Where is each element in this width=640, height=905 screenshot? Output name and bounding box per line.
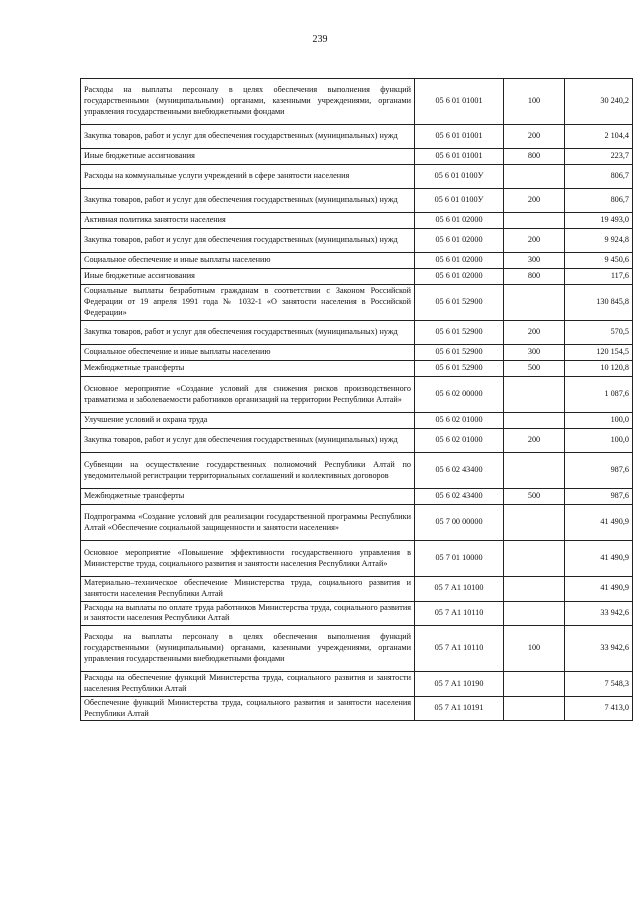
- row-description: Закупка товаров, работ и услуг для обеспечения государственных (муниципальных) нужд: [81, 125, 415, 149]
- table-row: [81, 189, 633, 213]
- row-amount: 7 413,0: [565, 696, 633, 721]
- row-description: Расходы на коммунальные услуги учреждений в сфере занятости населения: [81, 165, 415, 189]
- table-row: [81, 79, 633, 125]
- row-description: Закупка товаров, работ и услуг для обеспечения государственных (муниципальных) нужд: [81, 189, 415, 213]
- row-amount: 10 120,8: [565, 361, 633, 377]
- row-expense-type: 200: [504, 125, 565, 149]
- row-expense-type: [504, 453, 565, 489]
- row-target-code: 05 6 01 02000: [415, 253, 504, 269]
- row-target-code: 05 7 01 10000: [415, 541, 504, 577]
- row-amount: 987,6: [565, 453, 633, 489]
- budget-table: [80, 78, 633, 721]
- row-amount: 33 942,6: [565, 626, 633, 672]
- row-target-code: 05 7 А1 10191: [415, 696, 504, 721]
- row-amount: 130 845,8: [565, 285, 633, 321]
- table-row: [81, 696, 633, 721]
- row-expense-type: [504, 413, 565, 429]
- table-row: [81, 165, 633, 189]
- row-expense-type: 500: [504, 361, 565, 377]
- row-amount: 1 087,6: [565, 377, 633, 413]
- row-amount: 9 924,8: [565, 229, 633, 253]
- row-expense-type: [504, 285, 565, 321]
- row-target-code: 05 7 А1 10190: [415, 672, 504, 697]
- row-amount: 100,0: [565, 429, 633, 453]
- row-target-code: 05 6 01 0100У: [415, 189, 504, 213]
- row-expense-type: [504, 601, 565, 626]
- table-row: [81, 285, 633, 321]
- row-expense-type: 800: [504, 269, 565, 285]
- row-target-code: 05 7 00 00000: [415, 505, 504, 541]
- row-description: Субвенции на осуществление государственных полномочий Республики Алтай по уведомительной регистрации территориальных соглашений и коллективных договоров: [81, 453, 415, 489]
- row-amount: 30 240,2: [565, 79, 633, 125]
- row-amount: 19 493,0: [565, 213, 633, 229]
- table-row: [81, 125, 633, 149]
- row-description: Социальные выплаты безработным гражданам в соответствии с Законом Российской Федерации от 19 апреля 1991 года № 1032-1 «О занятости населения в Российской Федерации»: [81, 285, 415, 321]
- row-expense-type: 300: [504, 253, 565, 269]
- row-target-code: 05 6 01 01001: [415, 125, 504, 149]
- row-amount: 806,7: [565, 165, 633, 189]
- row-expense-type: 500: [504, 489, 565, 505]
- row-description: Расходы на выплаты персоналу в целях обеспечения выполнения функций государственными (муниципальными) органами, казенными учреждениями, органами управления государственными внебюджетными фондами: [81, 79, 415, 125]
- row-amount: 7 548,3: [565, 672, 633, 697]
- row-description: Социальное обеспечение и иные выплаты населению: [81, 345, 415, 361]
- row-amount: 806,7: [565, 189, 633, 213]
- row-target-code: 05 6 02 00000: [415, 377, 504, 413]
- table-row: [81, 321, 633, 345]
- row-description: Обеспечение функций Министерства труда, социального развития и занятости населения Республики Алтай: [81, 696, 415, 721]
- row-description: Материально–техническое обеспечение Министерства труда, социального развития и занятости населения Республики Алтай: [81, 577, 415, 602]
- row-expense-type: [504, 672, 565, 697]
- row-amount: 987,6: [565, 489, 633, 505]
- table-row: [81, 505, 633, 541]
- row-target-code: 05 6 02 01000: [415, 429, 504, 453]
- row-amount: 223,7: [565, 149, 633, 165]
- table-row: [81, 429, 633, 453]
- row-amount: 570,5: [565, 321, 633, 345]
- row-target-code: 05 6 01 52900: [415, 321, 504, 345]
- row-expense-type: 200: [504, 321, 565, 345]
- row-expense-type: 200: [504, 429, 565, 453]
- row-target-code: 05 6 01 02000: [415, 229, 504, 253]
- row-amount: 120 154,5: [565, 345, 633, 361]
- row-target-code: 05 6 01 0100У: [415, 165, 504, 189]
- row-target-code: 05 6 02 43400: [415, 489, 504, 505]
- row-target-code: 05 6 01 52900: [415, 345, 504, 361]
- row-amount: 117,6: [565, 269, 633, 285]
- row-description: Основное мероприятие «Повышение эффективности государственного управления в Министерстве труда, социального развития и занятости населения Республики Алтай»: [81, 541, 415, 577]
- row-expense-type: 300: [504, 345, 565, 361]
- page-number: 239: [312, 34, 328, 45]
- table-row: [81, 253, 633, 269]
- row-expense-type: 100: [504, 79, 565, 125]
- row-description: Закупка товаров, работ и услуг для обеспечения государственных (муниципальных) нужд: [81, 229, 415, 253]
- row-description: Основное мероприятие «Создание условий для снижения рисков производственного травматизма и заболеваемости работников организаций на территории Республики Алтай»: [81, 377, 415, 413]
- row-description: Расходы на выплаты по оплате труда работников Министерства труда, социального развития и занятости населения Республики Алтай: [81, 601, 415, 626]
- table-row: [81, 361, 633, 377]
- table-row: [81, 413, 633, 429]
- row-description: Межбюджетные трансферты: [81, 361, 415, 377]
- row-amount: 41 490,9: [565, 541, 633, 577]
- row-amount: 41 490,9: [565, 577, 633, 602]
- row-target-code: 05 6 01 02000: [415, 213, 504, 229]
- row-expense-type: 200: [504, 229, 565, 253]
- table-row: [81, 541, 633, 577]
- row-description: Расходы на выплаты персоналу в целях обеспечения выполнения функций государственными (муниципальными) органами, казенными учреждениями, органами управления государственными внебюджетными фондами: [81, 626, 415, 672]
- row-expense-type: 100: [504, 626, 565, 672]
- row-expense-type: [504, 213, 565, 229]
- row-amount: 9 450,6: [565, 253, 633, 269]
- row-description: Активная политика занятости населения: [81, 213, 415, 229]
- row-target-code: 05 6 02 43400: [415, 453, 504, 489]
- row-target-code: 05 7 А1 10110: [415, 601, 504, 626]
- table-row: [81, 626, 633, 672]
- row-target-code: 05 7 А1 10110: [415, 626, 504, 672]
- row-amount: 41 490,9: [565, 505, 633, 541]
- row-description: Подпрограмма «Создание условий для реализации государственной программы Республики Алтай «Обеспечение социальной защищенности и занятости населения»: [81, 505, 415, 541]
- row-target-code: 05 6 01 52900: [415, 361, 504, 377]
- row-target-code: 05 6 01 52900: [415, 285, 504, 321]
- row-description: Расходы на обеспечение функций Министерства труда, социального развития и занятости населения Республики Алтай: [81, 672, 415, 697]
- table-row: [81, 489, 633, 505]
- row-expense-type: [504, 165, 565, 189]
- row-description: Межбюджетные трансферты: [81, 489, 415, 505]
- row-expense-type: 200: [504, 189, 565, 213]
- row-target-code: 05 6 01 01001: [415, 149, 504, 165]
- table-row: [81, 453, 633, 489]
- row-description: Закупка товаров, работ и услуг для обеспечения государственных (муниципальных) нужд: [81, 429, 415, 453]
- table-row: [81, 269, 633, 285]
- table-row: [81, 601, 633, 626]
- row-target-code: 05 7 А1 10100: [415, 577, 504, 602]
- row-description: Закупка товаров, работ и услуг для обеспечения государственных (муниципальных) нужд: [81, 321, 415, 345]
- row-description: Иные бюджетные ассигнования: [81, 149, 415, 165]
- row-description: Улучшение условий и охрана труда: [81, 413, 415, 429]
- row-amount: 100,0: [565, 413, 633, 429]
- table-row: [81, 345, 633, 361]
- table-row: [81, 577, 633, 602]
- row-target-code: 05 6 02 01000: [415, 413, 504, 429]
- row-target-code: 05 6 01 01001: [415, 79, 504, 125]
- table-row: [81, 229, 633, 253]
- row-target-code: 05 6 01 02000: [415, 269, 504, 285]
- row-amount: 33 942,6: [565, 601, 633, 626]
- row-expense-type: [504, 696, 565, 721]
- table-row: [81, 213, 633, 229]
- table-row: [81, 377, 633, 413]
- budget-table-body: [81, 79, 633, 721]
- row-description: Иные бюджетные ассигнования: [81, 269, 415, 285]
- table-row: [81, 149, 633, 165]
- row-expense-type: [504, 577, 565, 602]
- row-expense-type: [504, 541, 565, 577]
- row-description: Социальное обеспечение и иные выплаты населению: [81, 253, 415, 269]
- row-amount: 2 104,4: [565, 125, 633, 149]
- row-expense-type: [504, 377, 565, 413]
- row-expense-type: 800: [504, 149, 565, 165]
- row-expense-type: [504, 505, 565, 541]
- table-row: [81, 672, 633, 697]
